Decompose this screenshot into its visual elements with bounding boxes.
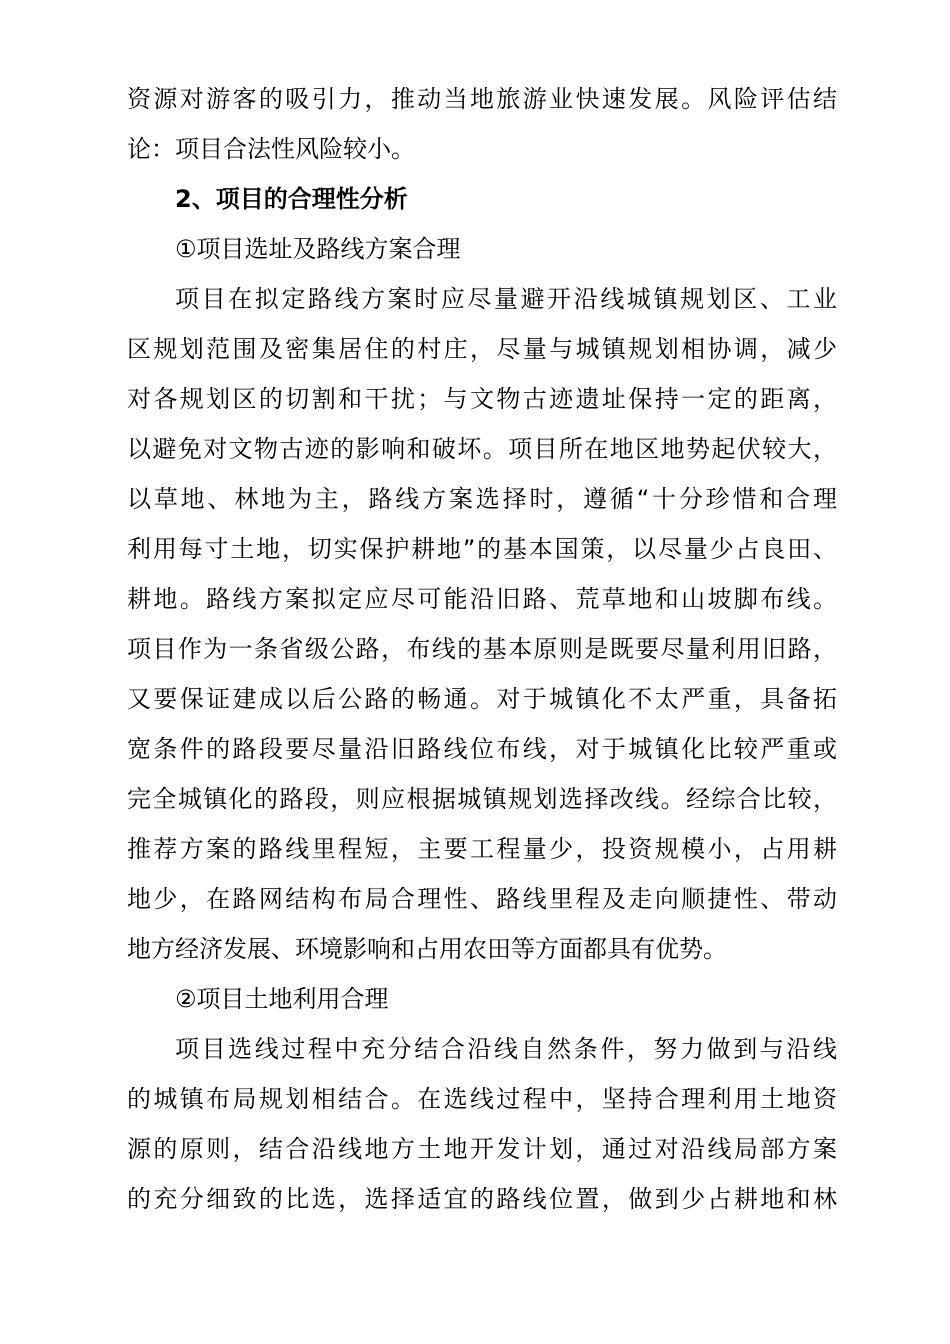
paragraph-line: 以避免对文物古迹的影响和破坏。项目所在地区地势起伏较大， bbox=[127, 435, 837, 463]
paragraph-line: 资源对游客的吸引力，推动当地旅游业快速发展。风险评估结 bbox=[127, 85, 837, 113]
paragraph-line: 源的原则，结合沿线地方土地开发计划，通过对沿线局部方案 bbox=[127, 1135, 837, 1163]
paragraph-line: 宽条件的路段要尽量沿旧路线位布线，对于城镇化比较严重或 bbox=[127, 735, 837, 763]
paragraph-line: 区规划范围及密集居住的村庄，尽量与城镇规划相协调，减少 bbox=[127, 335, 837, 363]
paragraph-line: 论：项目合法性风险较小。 bbox=[127, 135, 415, 163]
section-heading: 2、项目的合理性分析 bbox=[175, 185, 408, 213]
subheading-site-selection: ①项目选址及路线方案合理 bbox=[175, 235, 461, 263]
paragraph-line: 推荐方案的路线里程短，主要工程量少，投资规模小，占用耕 bbox=[127, 835, 837, 863]
paragraph-line: 的城镇布局规划相结合。在选线过程中，坚持合理利用土地资 bbox=[127, 1085, 837, 1113]
paragraph-1 bbox=[127, 74, 837, 174]
paragraph-line: 项目作为一条省级公路，布线的基本原则是既要尽量利用旧路， bbox=[127, 635, 837, 663]
paragraph-line: 项目在拟定路线方案时应尽量避开沿线城镇规划区、工业 bbox=[175, 285, 837, 313]
paragraph-3 bbox=[127, 1024, 837, 1224]
subheading-land-use: ②项目土地利用合理 bbox=[175, 985, 389, 1013]
document-body bbox=[127, 74, 837, 1224]
paragraph-line: 项目选线过程中充分结合沿线自然条件，努力做到与沿线 bbox=[175, 1035, 837, 1063]
paragraph-line: 利用每寸土地，切实保护耕地”的基本国策，以尽量少占良田、 bbox=[127, 535, 837, 563]
paragraph-line: 地少，在路网结构布局合理性、路线里程及走向顺捷性、带动 bbox=[127, 885, 837, 913]
paragraph-line: 的充分细致的比选，选择适宜的路线位置，做到少占耕地和林 bbox=[127, 1185, 837, 1213]
paragraph-line: 以草地、林地为主，路线方案选择时，遵循“十分珍惜和合理 bbox=[127, 485, 837, 513]
paragraph-line: 地方经济发展、环境影响和占用农田等方面都具有优势。 bbox=[127, 935, 727, 963]
paragraph-line: 又要保证建成以后公路的畅通。对于城镇化不太严重，具备拓 bbox=[127, 685, 837, 713]
paragraph-line: 对各规划区的切割和干扰；与文物古迹遗址保持一定的距离， bbox=[127, 385, 837, 413]
paragraph-2 bbox=[127, 274, 837, 974]
paragraph-line: 耕地。路线方案拟定应尽可能沿旧路、荒草地和山坡脚布线。 bbox=[127, 585, 837, 613]
paragraph-line: 完全城镇化的路段，则应根据城镇规划选择改线。经综合比较， bbox=[127, 785, 837, 813]
